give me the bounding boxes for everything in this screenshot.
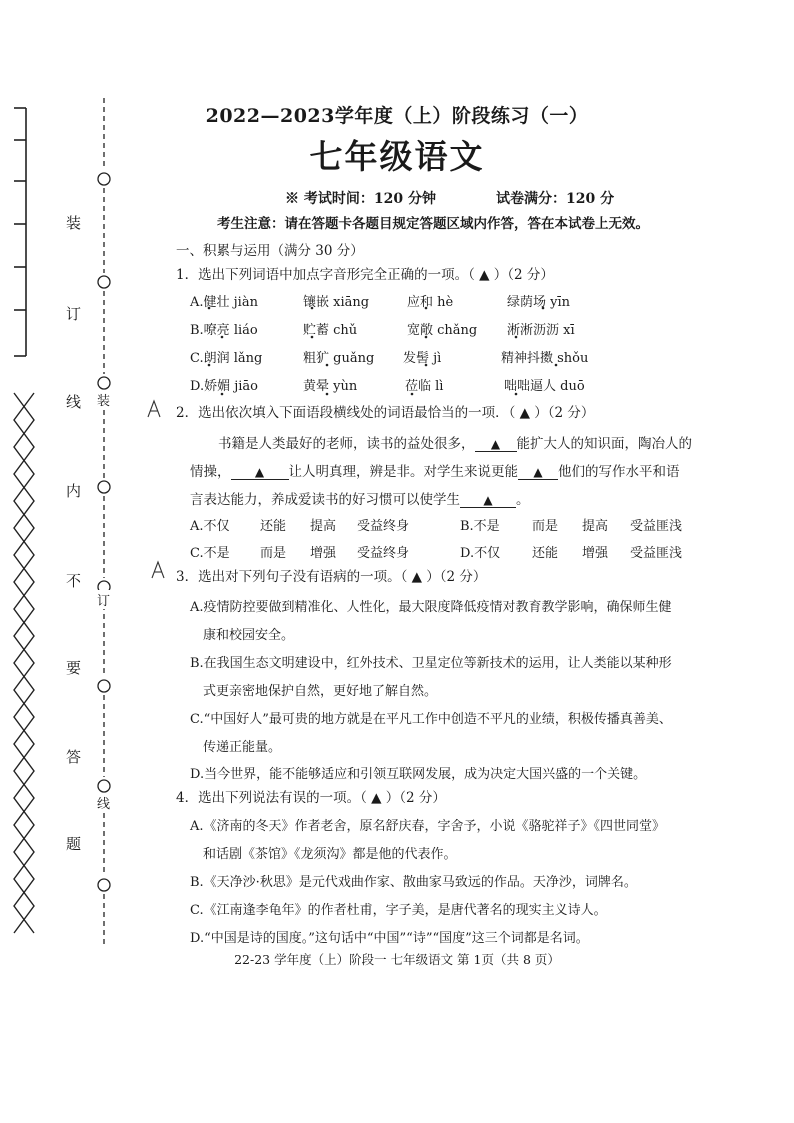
q4-option-a-line1: A.《济南的冬天》作者老舍，原名舒庆春，字舍予，小说《骆驼祥子》《四世同堂》 xyxy=(190,819,666,834)
q1-b-4: 淅淅沥沥 xī xyxy=(507,323,575,338)
page-footer: 22-23 学年度（上）阶段一 七年级语文 第 1页（共 8 页） xyxy=(234,952,560,967)
q1-a-1: A.健壮 jiàn xyxy=(190,295,258,310)
q3-option-a-line2: 康和校园安全。 xyxy=(203,628,295,643)
margin-char-yao: 要 xyxy=(66,659,82,677)
q2-para-line1 xyxy=(218,432,692,452)
q1-c-4: 精神抖擞 shǒu xyxy=(501,351,589,366)
margin-char-bu: 不 xyxy=(66,572,82,590)
q3-option-c-line1: C.“中国好人”最可贵的地方就是在平凡工作中创造不平凡的业绩，积极传播真善美、 xyxy=(190,712,672,727)
candidate-notice: 考生注意：请在答题卡各题目规定答题区域内作答，答在本试卷上无效。 xyxy=(217,216,649,232)
q2-c-2: 而是 xyxy=(260,546,287,561)
q2-text: 书籍是人类最好的老师，读书的益处很多， xyxy=(218,436,475,452)
q2-c-3: 增强 xyxy=(310,546,337,561)
q1-c-3: 发髻 jì xyxy=(403,351,442,366)
q1-d-4: 咄咄逼人 duō xyxy=(504,379,585,394)
margin-char-ti: 题 xyxy=(66,835,82,853)
q2-text: 他们的写作水平和语 xyxy=(558,464,680,480)
q2-d-1: D.不仅 xyxy=(460,546,501,561)
q4-option-c: C.《江南逢李龟年》的作者杜甫，字子美，是唐代著名的现实主义诗人。 xyxy=(190,903,607,918)
margin-char-nei: 内 xyxy=(66,482,82,500)
margin-char-ding: 订 xyxy=(66,305,82,323)
zigzag-pattern xyxy=(14,393,34,933)
margin-char-zhuang: 装 xyxy=(66,214,82,232)
q4-stem: 4．选出下列说法有误的一项。（ ▲ ）（2 分） xyxy=(176,790,446,806)
binding-char-ding: 订 xyxy=(97,590,110,609)
margin-char-xian: 线 xyxy=(66,393,82,411)
q2-text: 情操， xyxy=(190,464,231,480)
q2-d-4: 受益匪浅 xyxy=(630,546,683,561)
q1-b-1: B.嘹亮 liáo xyxy=(190,323,258,338)
q2-b-3: 提高 xyxy=(582,519,609,534)
binding-char-zhuang: 装 xyxy=(97,390,110,409)
q3-option-d: D.当今世界，能不能够适应和引领互联网发展，成为决定大国兴盛的一个关键。 xyxy=(190,767,647,782)
q2-c-4: 受益终身 xyxy=(357,546,410,561)
q2-b-2: 而是 xyxy=(532,519,559,534)
binding-char-xian: 线 xyxy=(97,793,110,812)
q3-option-b-line1: B.在我国生态文明建设中，红外技术、卫星定位等新技术的运用，让人类能以某种形 xyxy=(190,656,672,671)
q3-option-c-line2: 传递正能量。 xyxy=(203,740,282,755)
q4-option-a-line2: 和话剧《茶馆》《龙须沟》都是他的代表作。 xyxy=(203,847,457,862)
exam-subtitle: 七年级语文 xyxy=(309,137,485,176)
q1-a-2: 镶嵌 xiāng xyxy=(303,295,370,310)
q1-c-1: C.朗润 lǎng xyxy=(190,351,263,366)
full-score: 试卷满分：120 分 xyxy=(496,191,615,207)
q2-text: 让人明真理，辨是非。对学生来说更能 xyxy=(288,464,518,480)
q2-blank-4: ▲ xyxy=(460,493,516,508)
q2-text: 能扩大人的知识面，陶冶人的 xyxy=(516,436,692,452)
section1-title: 一、积累与运用（满分 30 分） xyxy=(176,243,364,259)
q4-option-d: D.“中国是诗的国度。”这句话中“中国”“诗”“国度”这三个词都是名词。 xyxy=(190,931,589,946)
q2-blank-1: ▲ xyxy=(475,437,517,452)
q2-b-1: B.不是 xyxy=(460,519,500,534)
q2-b-4: 受益匪浅 xyxy=(630,519,683,534)
q2-a-2: 还能 xyxy=(260,519,287,534)
q2-text: 言表达能力，养成爱读书的好习惯可以使学生 xyxy=(190,492,460,508)
q3-stem: 3．选出对下列句子没有语病的一项。（ ▲ ）（2 分） xyxy=(176,569,487,585)
q1-stem: 1．选出下列词语中加点字音形完全正确的一项。（ ▲ ）（2 分） xyxy=(176,267,554,283)
q2-c-1: C.不是 xyxy=(190,546,230,561)
q2-blank-3: ▲ xyxy=(518,465,558,480)
q2-text: 。 xyxy=(516,492,530,508)
margin-char-da: 答 xyxy=(66,748,82,766)
q3-option-b-line2: 式更亲密地保护自然，更好地了解自然。 xyxy=(203,684,438,699)
q1-c-2: 粗犷 guǎng xyxy=(303,351,375,366)
q2-para-line3 xyxy=(190,488,530,508)
q4-option-b: B.《天净沙·秋思》是元代戏曲作家、散曲家马致远的作品。天净沙，词牌名。 xyxy=(190,875,637,890)
q2-a-3: 提高 xyxy=(310,519,337,534)
q1-d-1: D.娇媚 jiāo xyxy=(190,379,258,394)
q1-a-3: 应和 hè xyxy=(407,295,454,310)
exam-title: 2022—2023学年度（上）阶段练习（一） xyxy=(205,105,589,127)
q2-blank-2: ▲ xyxy=(231,465,289,480)
q1-d-3: 莅临 lì xyxy=(405,379,444,394)
q2-d-3: 增强 xyxy=(582,546,609,561)
q2-a-4: 受益终身 xyxy=(357,519,410,534)
handwritten-marks xyxy=(148,401,164,578)
q1-a-4: 绿荫场 yīn xyxy=(507,295,571,310)
q1-d-2: 黄晕 yùn xyxy=(303,379,358,394)
exam-time: ※ 考试时间：120 分钟 xyxy=(285,191,436,207)
q2-stem: 2．选出依次填入下面语段横线处的词语最恰当的一项．（ ▲ ）（2 分） xyxy=(176,405,595,421)
q3-option-a-line1: A.疫情防控要做到精准化、人性化，最大限度降低疫情对教育教学影响，确保师生健 xyxy=(190,600,672,615)
q1-b-2: 贮蓄 chǔ xyxy=(303,323,358,338)
q2-para-line2 xyxy=(190,460,680,480)
q2-d-2: 还能 xyxy=(532,546,559,561)
q2-a-1: A.不仅 xyxy=(190,519,230,534)
q1-b-3: 宽敞 chǎng xyxy=(407,323,478,338)
